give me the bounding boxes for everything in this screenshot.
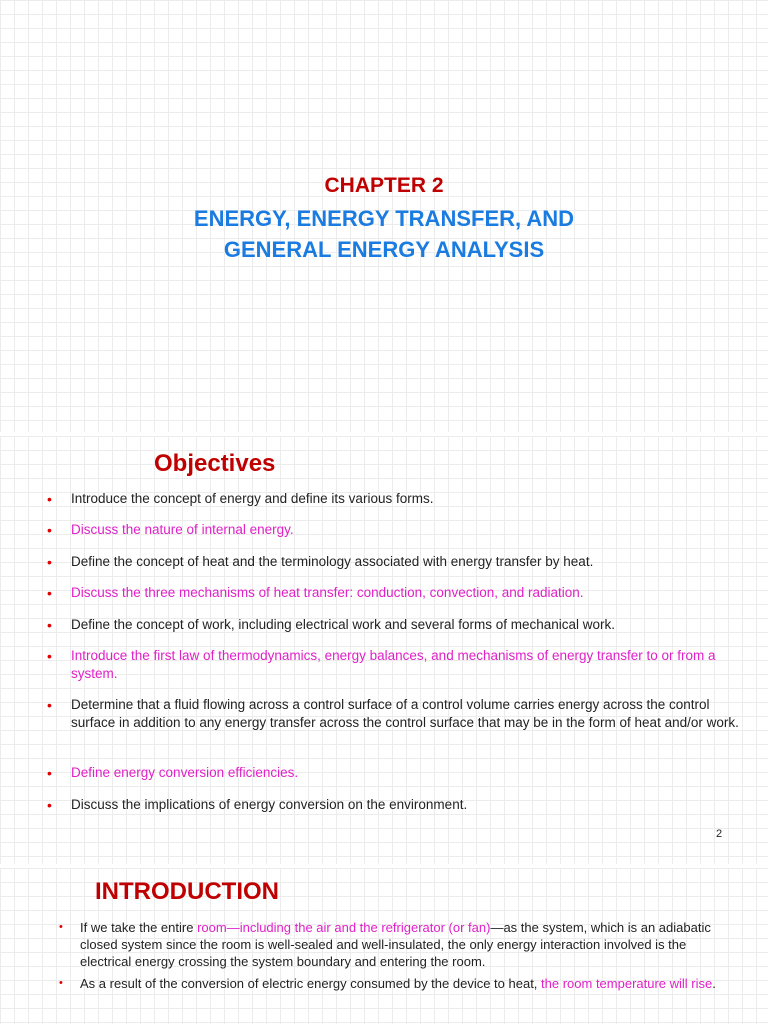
bullet-icon: • <box>47 554 52 570</box>
intro-highlight: the room temperature will rise <box>541 976 713 991</box>
objective-item-1 <box>47 490 739 508</box>
intro-text: —as the system, which is an adiabatic closed system since the room is well-sealed and well-insulated, the only energy interaction involved is the electrical energy crossing the system boundary and entering the room. <box>80 920 711 969</box>
bullet-icon: • <box>47 617 52 633</box>
introduction-slide <box>0 868 768 1024</box>
intro-text: As a result of the conversion of electric energy consumed by the device to heat, <box>80 976 542 991</box>
page-number: 2 <box>716 828 723 840</box>
objective-item-5 <box>47 616 739 634</box>
intro-highlight: room—including the air and the refrigerator (or fan) <box>197 920 491 935</box>
chapter-title-line-1: ENERGY, ENERGY TRANSFER, AND <box>193 206 575 231</box>
introduction-item-2 <box>59 975 720 992</box>
title-slide <box>0 0 768 432</box>
intro-text: If we take the entire <box>80 920 198 935</box>
objective-text: Define the concept of heat and the terminology associated with energy transfer by heat. <box>71 554 594 569</box>
objective-text: Introduce the concept of energy and define its various forms. <box>71 491 434 506</box>
chapter-title-line-2: GENERAL ENERGY ANALYSIS <box>223 237 545 262</box>
bullet-icon: • <box>47 585 52 601</box>
bullet-icon: • <box>47 648 52 664</box>
bullet-icon: • <box>47 797 52 813</box>
bullet-icon: • <box>59 921 63 933</box>
objective-text: Introduce the first law of thermodynamics, energy balances, and mechanisms of energy transfer to or from a system. <box>71 648 716 681</box>
bullet-icon: • <box>47 491 52 507</box>
bullet-icon: • <box>47 522 52 538</box>
objective-text: Discuss the nature of internal energy. <box>71 522 294 537</box>
bullet-icon: • <box>59 977 63 989</box>
introduction-heading: INTRODUCTION <box>95 878 279 905</box>
intro-text: . <box>712 976 716 991</box>
objective-text: Determine that a fluid flowing across a control surface of a control volume carries energy across the control surface in addition to any energy transfer across the control surface that may be in the form of heat and/or work. <box>71 697 739 730</box>
objective-item-9 <box>47 796 739 814</box>
objective-item-3 <box>47 553 739 571</box>
objective-item-2 <box>47 521 739 539</box>
objective-item-7 <box>47 696 739 732</box>
objective-text: Define energy conversion efficiencies. <box>71 765 299 780</box>
bullet-icon: • <box>47 765 52 781</box>
objective-text: Discuss the three mechanisms of heat transfer: conduction, convection, and radiation. <box>71 585 584 600</box>
objective-text: Discuss the implications of energy conversion on the environment. <box>71 797 468 812</box>
chapter-title <box>0 203 768 265</box>
objective-text: Define the concept of work, including electrical work and several forms of mechanical work. <box>71 617 615 632</box>
objective-item-8 <box>47 764 739 782</box>
chapter-label: CHAPTER 2 <box>324 174 444 197</box>
bullet-icon: • <box>47 697 52 713</box>
objectives-heading: Objectives <box>154 450 276 477</box>
introduction-item-1 <box>59 919 720 970</box>
objective-item-6 <box>47 647 739 683</box>
objectives-slide <box>0 436 768 864</box>
objective-item-4 <box>47 584 739 602</box>
